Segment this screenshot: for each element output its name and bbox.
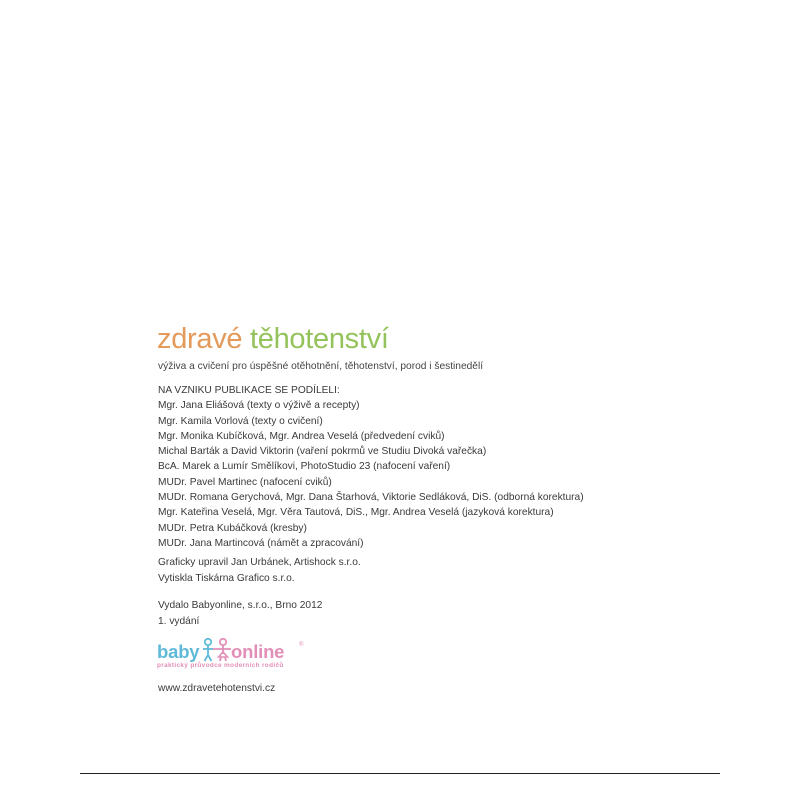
publisher-info <box>158 598 322 629</box>
credit-line: Mgr. Kateřina Veselá, Mgr. Věra Tautová, DiS., Mgr. Andrea Veselá (jazyková korektura) <box>158 507 554 519</box>
book-title <box>157 322 389 356</box>
website-url: www.zdravetehotenstvi.cz <box>158 683 276 694</box>
credit-line: Mgr. Jana Eliášová (texty o výživě a recepty) <box>158 400 360 412</box>
logo-word-baby: baby <box>157 641 200 662</box>
book-subtitle: výživa a cvičení pro úspěšné otěhotnění, těhotenství, porod i šestinedělí <box>158 361 484 372</box>
family-figures-icon <box>201 637 233 663</box>
credit-line: MUDr. Romana Gerychová, Mgr. Dana Štarhová, Viktorie Sedláková, DiS. (odborná korektura) <box>158 492 584 504</box>
credits-list <box>158 383 584 551</box>
credits-heading: NA VZNIKU PUBLIKACE SE PODÍLELI: <box>158 385 340 396</box>
footer-divider <box>80 773 720 774</box>
credit-line: MUDr. Pavel Martinec (nafocení cviků) <box>158 476 332 488</box>
credit-line: Michal Barták a David Viktorin (vaření pokrmů ve Studiu Divoká vařečka) <box>158 446 487 458</box>
credit-line: MUDr. Petra Kubáčková (kresby) <box>158 522 307 534</box>
credit-line: BcA. Marek a Lumír Smělíkovi, PhotoStudio 23 (nafocení vaření) <box>158 461 451 473</box>
babyonline-logo <box>157 637 317 673</box>
credit-line: MUDr. Jana Martincová (námět a zpracování) <box>158 537 364 549</box>
design-credit: Graficky upravil Jan Urbánek, Artishock s.r.o. <box>158 557 361 568</box>
print-credit: Vytiskla Tiskárna Grafico s.r.o. <box>158 572 295 584</box>
credit-line: Mgr. Kamila Vorlová (texty o cvičení) <box>158 415 323 427</box>
registered-mark: ® <box>299 642 304 648</box>
publisher-line: Vydalo Babyonline, s.r.o., Brno 2012 <box>158 600 323 611</box>
logo-word-online: online <box>231 641 285 662</box>
credit-line: Mgr. Monika Kubíčková, Mgr. Andrea Veselá (předvedení cviků) <box>158 430 445 442</box>
edition-line: 1. vydání <box>158 615 200 627</box>
book-title-word-1: zdravé <box>157 323 243 355</box>
book-title-word-2: těhotenství <box>250 323 389 355</box>
logo-tagline: praktický průvodce moderních rodičů <box>157 662 284 669</box>
production-info <box>158 555 361 586</box>
